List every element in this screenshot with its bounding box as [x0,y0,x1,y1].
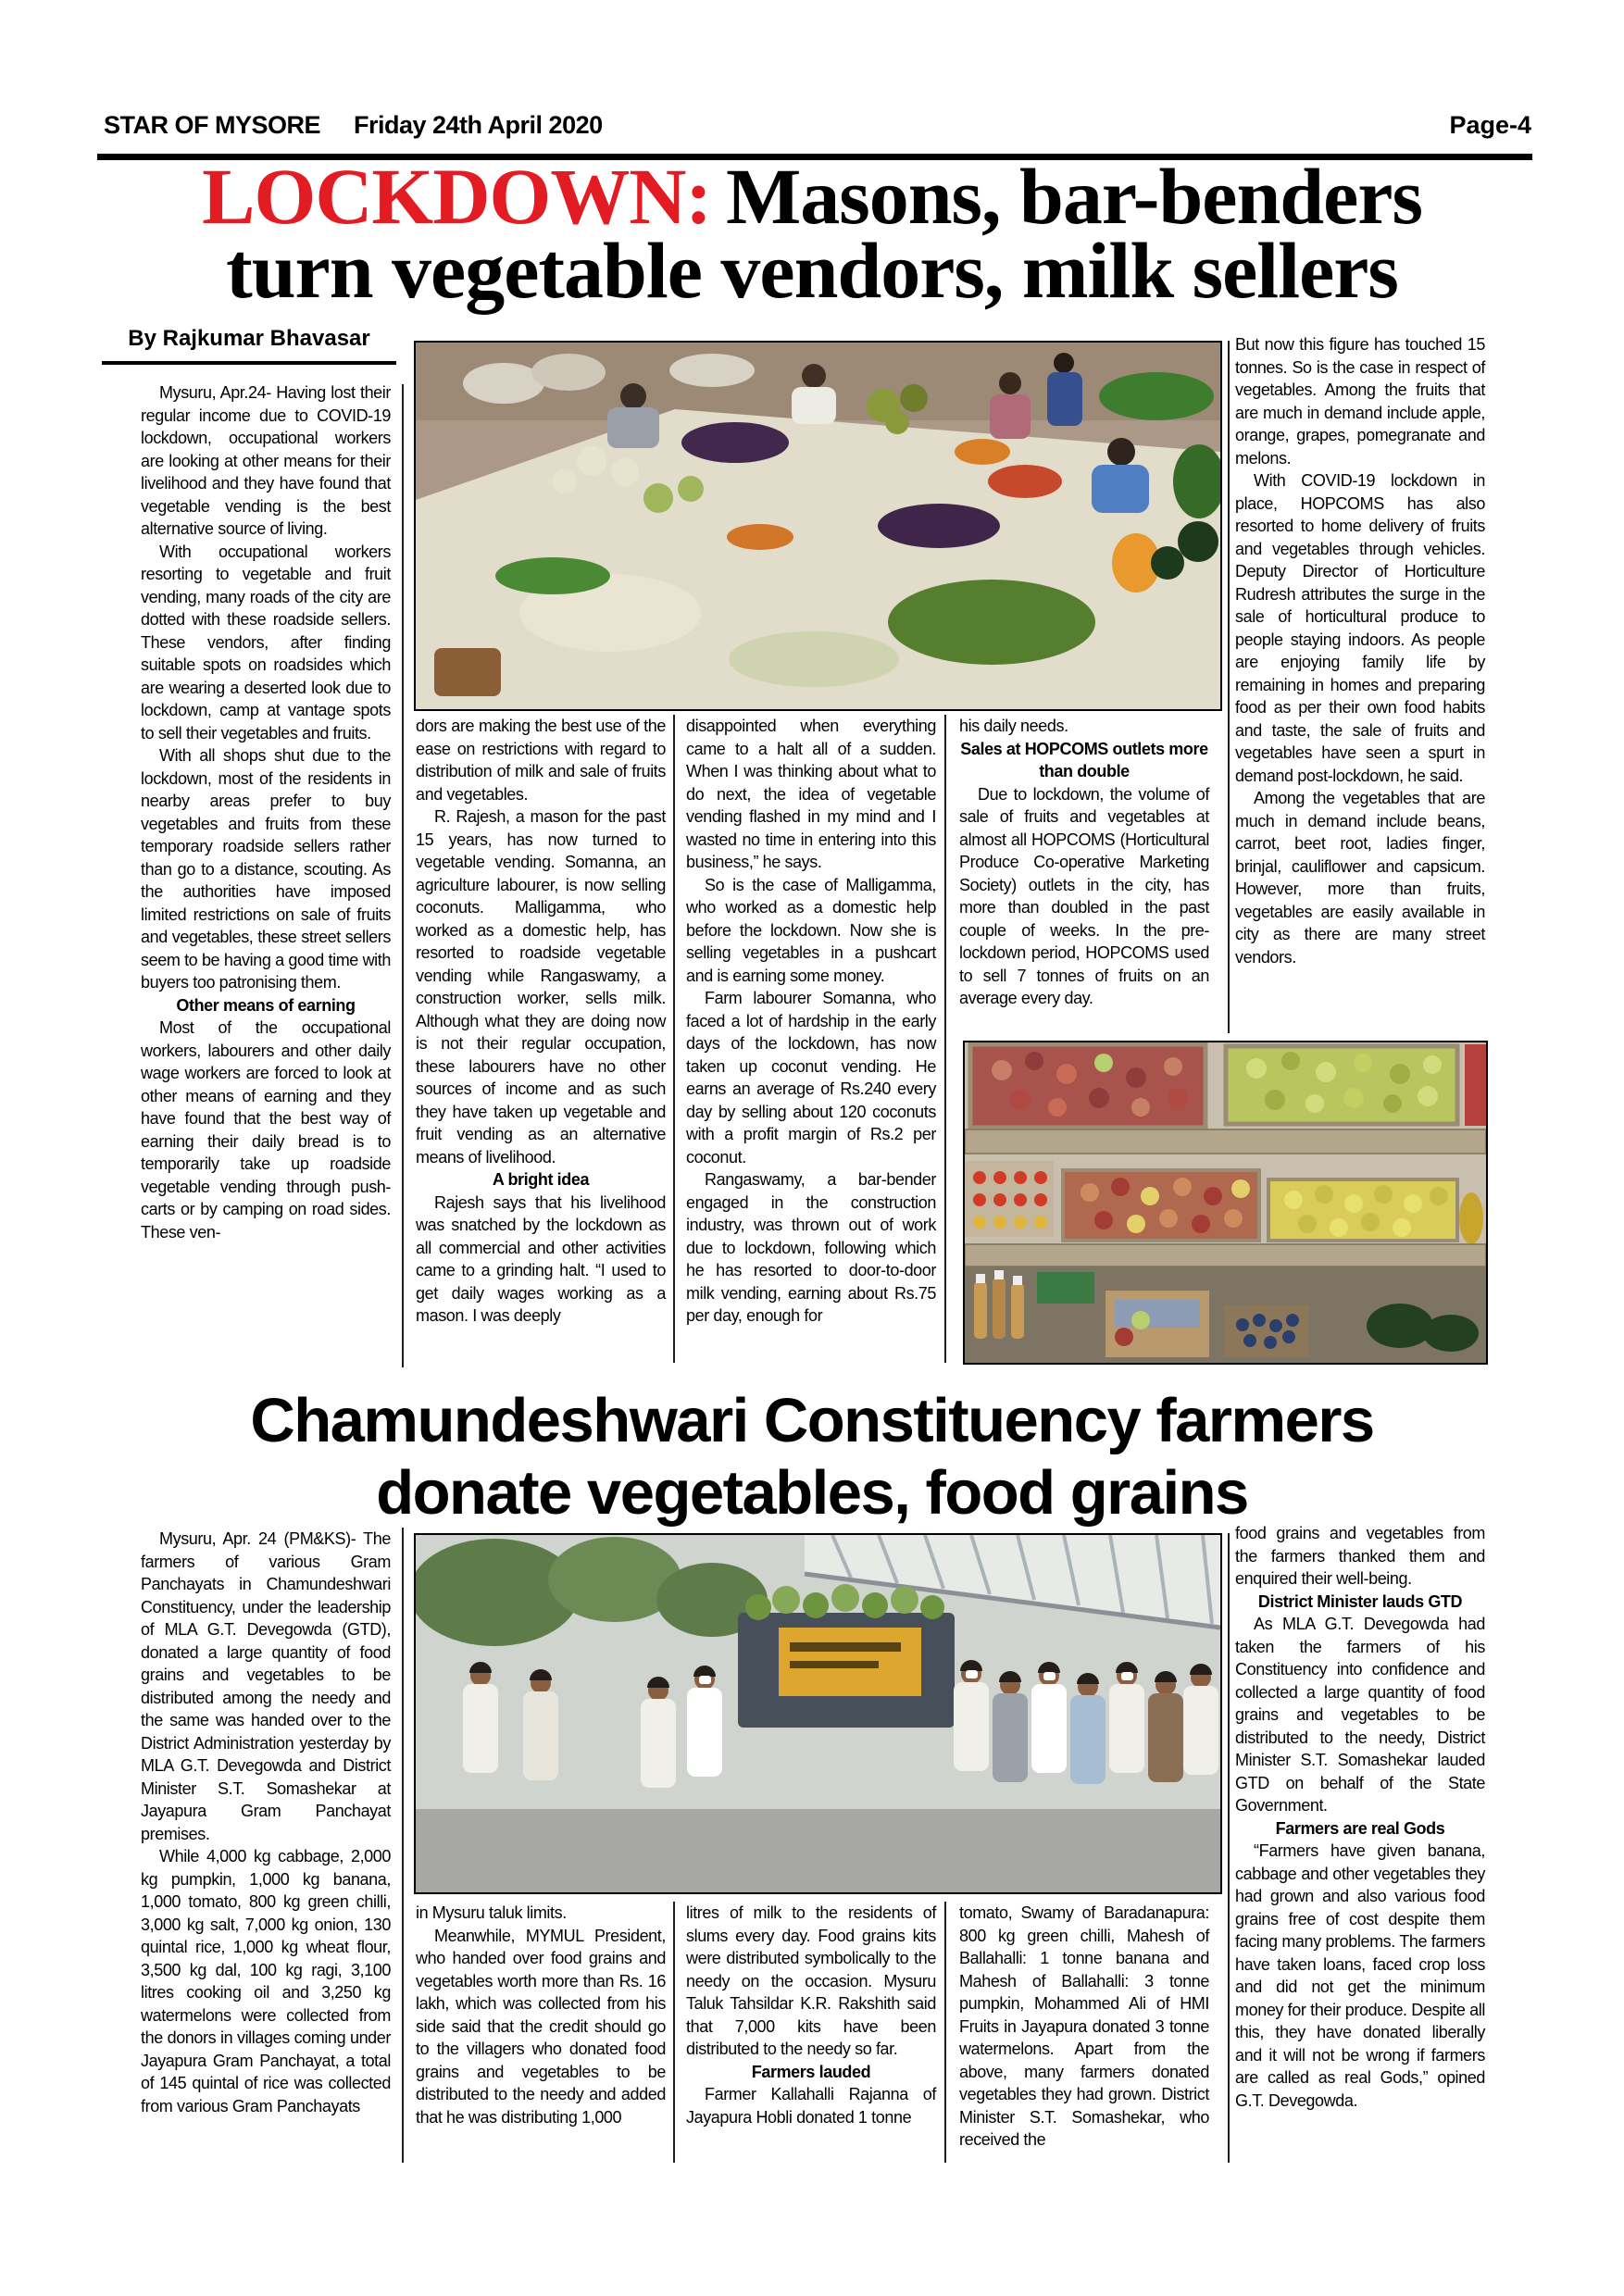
column-divider [402,384,404,1367]
bottles [974,1270,1024,1339]
top-right-apple-tray [1226,1046,1457,1124]
page-number: Page-4 [1449,111,1531,139]
subheading: A bright idea [492,1170,590,1189]
paragraph: Farm labourer Somanna, who faced a lot of hardship in the early days of the lockdown, has now taken up coconut vending. He earns an average of Rs.240 every day by selling about 120 coconuts with a profit margin of Rs.2 per coconut. [686,989,936,1167]
paragraph: dors are making the best use of the ease on restrictions with regard to distribution of milk and sale of fruits and vegetables. [416,717,666,804]
paragraph: disappointed when everything came to a halt all of a sudden. When I was thinking about what to do next, the idea of vegetable vending flashed in my mind and I wasted no time in entering into this business,” he says. [686,717,936,871]
article2-column-3 [686,1902,936,2128]
column-divider [1228,1533,1230,2163]
street-vegetable-market-photo [414,341,1222,711]
paragraph: So is the case of Malligamma, who worked as a domestic help before the lockdown. Now she is selling vegetables in a pushcart and is earning some money. [686,875,936,985]
loose-fruit [1131,1311,1150,1329]
donation-scene-illustration [416,1535,1220,1892]
cucumber-pile [729,631,899,687]
column-divider [673,1902,675,2163]
paragraph: in Mysuru taluk limits. [416,1903,567,1922]
column-divider [1228,341,1230,1033]
paragraph: food grains and vegetables from the farmers thanked them and enquired their well-being. [1235,1524,1485,1588]
paragraph: Rangaswamy, a bar-bender engaged in the construction industry, was thrown out of work due to lockdown, following which he has resorted to door-to-door milk vending, earning about Rs.75 per day, enough for [686,1170,936,1325]
juice-crate [965,1161,1054,1237]
article2-headline [83,1385,1541,1529]
subheading: Other means of earning [176,995,356,1015]
basket [434,648,501,696]
red-fruit-sliver [1465,1044,1486,1126]
paragraph: Rajesh says that his livelihood was snatched by the lockdown as all commercial and other activities came to a grinding halt. “I used to get daily wages working as a mason. I was deeply [416,1192,666,1325]
article2-column-2 [416,1902,666,2128]
paragraph: Mysuru, Apr. 24 (PM&KS)- The farmers of various Gram Panchayats in Chamundeshwari Constituency, under the leadership of MLA G.T. Devegowda (GTD), donated a large quantity of food grains and vegetables to be distributed among the needy and the same was handed over to the District Administration yesterday by MLA G.T. Devegowda and District Minister S.T. Somashekar at Jayapura Gram Panchayat premises. [141,1529,391,1843]
top-left-apple-tray [970,1044,1206,1128]
paper-name: STAR OF MYSORE [104,111,321,139]
masthead [0,111,1624,148]
issue-date: Friday 24th April 2020 [354,111,603,139]
headline-line2: turn vegetable vendors, milk sellers [226,226,1398,315]
loose-fruit [1115,1328,1133,1346]
article2-headline-line1: Chamundeshwari Constituency farmers [250,1386,1374,1455]
byline [102,326,396,365]
farmers-donation-handover-photo [414,1533,1222,1894]
headline-line1 [83,152,1541,241]
paragraph: With occupational workers resorting to vegetable and fruit vending, many roads of the city are dotted with these roadside sellers. These vendors, after finding suitable spots on roadsides which are wearing a deserted look due to lockdown, camp at vantage spots to sell their vegetables and fruits. [141,542,391,742]
article1-headline [83,152,1541,315]
ground [416,1809,1220,1892]
column-divider [402,1528,404,2163]
green-crate [1037,1272,1094,1304]
middle-apple-tray [1063,1170,1259,1241]
subheading: Farmers are real Gods [1275,1818,1445,1838]
hopcoms-fruit-shelves-photo [963,1041,1488,1365]
subheading: Farmers lauded [751,2062,871,2081]
truck [738,1584,955,1728]
paragraph: Mysuru, Apr.24- Having lost their regular income due to COVID-19 lockdown, occupational workers are looking at other means for their livelihood and they have found that vegetable vending is the best alternative source of living. [141,383,391,538]
paragraph: Due to lockdown, the volume of sale of fruits and vegetables at almost all HOPCOMS (Horticultural Produce Co-operative Marketing Society) outlets in the city, has more than doubled in the past couple of weeks. In the pre-lockdown period, HOPCOMS used to sell 7 tonnes of fruits on an average every day. [959,784,1209,1007]
paragraph: Meanwhile, MYMUL President, who handed over food grains and vegetables worth more than Rs. 16 lakh, which was collected from his side said that the credit should go to the villagers who donated food grains and vegetables to be distributed to the needy and added that he was distributing 1,000 [416,1926,666,2127]
carrot-pile [727,524,793,550]
yellow-fruit-tray [1268,1179,1457,1241]
paragraph: R. Rajesh, a mason for the past 15 years, has now turned to vegetable vending. Somanna, an agriculture labourer, is now selling coconuts. Malligamma, who worked as a domestic help, has resorted to roadside vegetable vending while Rangaswamy, a construction worker, sells milk. Although what they are doing now is not their regular occupation, these labourers have no other sources of income and as such they have taken up vegetable and fruit vending as an alternative means of livelihood. [416,807,666,1167]
paragraph: With COVID-19 lockdown in place, HOPCOMS has also resorted to home delivery of fruits and vegetables through vehicles. Deputy Director of Horticulture Rudresh attributes the surge in the sale of horticultural produce to people staying indoors. As people are enjoying family life by remaining in homes and preparing food as per their own food habits and taste, the sale of fruits and vegetables have seen a spurt in demand post-lockdown, he said. [1235,471,1485,785]
column-divider [673,715,675,1363]
column-divider [944,1902,946,2163]
paragraph: Farmer Kallahalli Rajanna of Jayapura Hobli donated 1 tonne [686,2085,936,2127]
article1-column-1 [141,381,391,1243]
subheading: District Minister lauds GTD [1257,1591,1463,1611]
paragraph: tomato, Swamy of Baradanapura: 800 kg green chilli, Mahesh of Ballahalli: 1 tonne banana and Mahesh of Ballahalli: 3 tonne pumpkin, Mohammed Ali of HMI Fruits in Jayapura donated 3 tonne watermelons. Apart from the above, many farmers donated vegetables they had grown. District Minister S.T. Somashekar, who received the [959,1903,1209,2149]
article2-column-1 [141,1528,391,2117]
paragraph: Most of the occupational workers, labourers and other daily wage workers are forced to look at other means of earning and they have found that the best way of earning their daily bread is to temporarily take up roadside vegetable vending through push-carts or by camping on road sides. These ven- [141,1018,391,1242]
paragraph: litres of milk to the residents of slums every day. Food grains kits were distributed symbolically to the needy on the occasion. Mysuru Taluk Tahsildar K.R. Rakshith said that 7,000 kits have been distributed to the needy so far. [686,1903,936,2058]
subheading: Sales at HOPCOMS outlets more than double [960,739,1208,780]
green-beans-pile [888,580,1095,665]
headline-line1-rest: Masons, bar-benders [726,152,1422,241]
byline-text: By Rajkumar Bhavasar [128,326,370,351]
paragraph: his daily needs. [959,717,1068,735]
street-vegetable-market-illustration [416,343,1220,709]
article1-column-3 [686,715,936,1328]
paragraph: But now this figure has touched 15 tonnes. So is the case in respect of vegetables. Among the fruits that are much in demand include apple, orange, grapes, pomegranate and melons. [1235,335,1485,468]
column-divider [944,715,946,1363]
headline-lockdown-word: LOCKDOWN: [202,152,712,241]
article2-headline-line2: donate vegetables, food grains [376,1458,1248,1528]
paragraph: With all shops shut due to the lockdown, most of the residents in nearby areas prefer to buy vegetables and fruits from these temporary roadside sellers rather than go to a distance, scouting. As the authorities have imposed limited restrictions on sale of fruits and vegetables, these street sellers seem to be having a good time with buyers too patronising them. [141,746,391,992]
paragraph: As MLA G.T. Devegowda had taken the farmers of his Constituency into confidence and collected a large quantity of food grains and vegetables to be distributed to the needy, District Minister S.T. Somashekar lauded GTD on behalf of the State Government. [1235,1615,1485,1815]
paragraph: While 4,000 kg cabbage, 2,000 kg pumpkin, 1,000 kg banana, 1,000 tomato, 800 kg green chilli, 3,000 kg salt, 7,000 kg onion, 130 quintal rice, 1,000 kg wheat flour, 3,500 kg dal, 100 kg ragi, 3,100 litres cooking oil and 3,250 kg watermelons were collected from the donors in villages coming under Jayapura Gram Panchayat, a total of 145 quintal of rice was collected from various Gram Panchayats [141,1847,391,2115]
shelf-bar [965,1244,1486,1267]
article1-column-2 [416,715,666,1328]
article1-column-5 [1235,333,1485,968]
article1-column-4 [959,715,1209,1010]
paragraph: Among the vegetables that are much in demand include beans, carrot, beet root, ladies finger, brinjal, cauliflower and capsicum. However, more than fruits, vegetables are easily available in city as there are many street vendors. [1235,789,1485,967]
paragraph: “Farmers have given banana, cabbage and other vegetables they had grown and also various food grains free of cost despite them facing many problems. The farmers have taken loans, faced crop loss and did not get the minimum money for their produce. Despite all this, they have donated liberally and it will not be wrong if farmers are called as real Gods,” opined G.T. Devegowda. [1235,1841,1485,2110]
fruit-shelves-illustration [965,1042,1486,1363]
article2-column-4 [959,1902,1209,2152]
article2-column-5 [1235,1522,1485,2112]
banana-bunch [1459,1192,1483,1244]
shelf-bar [965,1129,1486,1154]
